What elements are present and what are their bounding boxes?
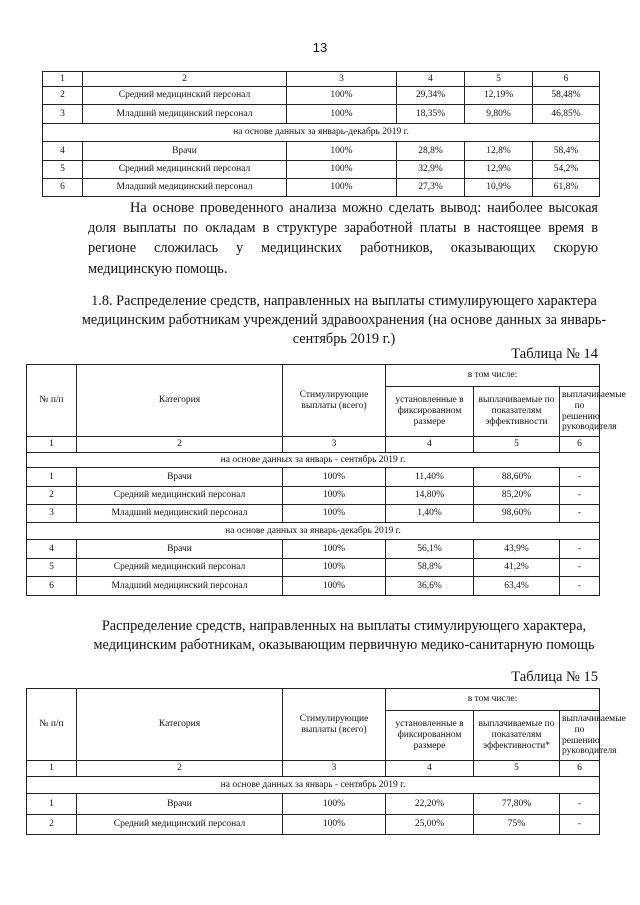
row-total: 100% [287,105,397,124]
row-total: 100% [283,505,386,523]
page-number: 13 [312,40,328,55]
period-row: на основе данных за январь-декабрь 2019 г. [43,124,600,142]
header-num: 1 [27,437,77,453]
row-col5: 98,60% [474,505,560,523]
row-num: 2 [27,815,77,835]
row-col4: 14,80% [386,487,474,505]
header-num: 1 [27,761,77,777]
header-num: 6 [560,761,600,777]
row-num: 2 [27,487,77,505]
header-num: 3 [283,761,386,777]
row-total: 100% [287,142,397,161]
header-num: 6 [560,437,600,453]
row-col4: 36,6% [386,577,474,596]
header-performance: выплачиваемые по показателям эффективности* [474,711,560,761]
row-col6: 54,2% [533,161,600,179]
row-num: 1 [27,794,77,815]
header-num: 5 [465,72,533,87]
table-row [27,577,600,596]
row-col5: 43,9% [474,540,560,559]
header-category: Категория [77,689,283,761]
row-category: Врачи [77,540,283,559]
header-number: № п/п [27,689,77,761]
row-col4: 11,40% [386,468,474,487]
row-col5: 41,2% [474,559,560,577]
row-category: Средний медицинский персонал [83,161,287,179]
row-category: Врачи [77,794,283,815]
table-13-continuation [42,71,600,197]
header-num: 2 [77,761,283,777]
period-row: на основе данных за январь - сентябрь 2019 г. [27,777,600,794]
header-num: 4 [386,761,474,777]
header-num: 2 [83,72,287,87]
row-num: 3 [43,105,83,124]
table-row [27,468,600,487]
table-row [43,87,600,105]
row-category: Средний медицинский персонал [77,815,283,835]
row-col5: 75% [474,815,560,835]
row-col6: 58,4% [533,142,600,161]
row-total: 100% [283,559,386,577]
header-fixed: установленные в фиксированном размере [386,387,474,437]
row-category: Средний медицинский персонал [77,559,283,577]
row-total: 100% [283,794,386,815]
header-fixed: установленные в фиксированном размере [386,711,474,761]
header-total: Стимулирующие выплаты (всего) [283,689,386,761]
table-row [43,105,600,124]
header-num: 2 [77,437,283,453]
table-14 [26,364,626,596]
row-col5: 85,20% [474,487,560,505]
row-col5: 9,80% [465,105,533,124]
row-total: 100% [283,540,386,559]
table-row [43,161,600,179]
row-col6: - [560,577,600,596]
table-row [27,815,600,835]
row-col6: - [560,487,600,505]
row-col4: 27,3% [397,179,465,197]
table-row [27,487,600,505]
row-category: Младший медицинский персонал [77,577,283,596]
row-total: 100% [283,468,386,487]
period-row: на основе данных за январь - сентябрь 2019 г. [27,453,600,468]
row-category: Врачи [77,468,283,487]
row-col6: - [560,794,600,815]
table-row [43,142,600,161]
row-col4: 58,8% [386,559,474,577]
conclusion-paragraph: На основе проведенного анализа можно сделать вывод: наиболее высокая доля выплаты по окладам в структуре заработной платы в настоящее время в регионе сложилась у медицинских работников, оказывающих скорую медицинскую помощь. [88,200,598,277]
section-heading-1-8: 1.8. Распределение средств, направленных на выплаты стимулирующего характера медицинским работникам учреждений здравоохранения (на основе данных за январь-сентябрь 2019 г.) [81,293,607,347]
row-total: 100% [287,87,397,105]
row-num: 6 [43,179,83,197]
table-15 [26,688,626,835]
row-col4: 32,9% [397,161,465,179]
row-total: 100% [287,179,397,197]
header-num: 6 [533,72,600,87]
row-col4: 29,34% [397,87,465,105]
section-heading-primary-care: Распределение средств, направленных на выплаты стимулирующего характера, медицинским работникам, оказывающим первичную медико-санитарную помощь [93,618,595,653]
row-col4: 28,8% [397,142,465,161]
row-col6: - [560,815,600,835]
row-col4: 1,40% [386,505,474,523]
header-num: 3 [283,437,386,453]
row-col6: - [560,540,600,559]
header-category: Категория [77,365,283,437]
row-col5: 77,80% [474,794,560,815]
row-total: 100% [283,487,386,505]
row-col6: - [560,468,600,487]
header-num: 3 [287,72,397,87]
row-col5: 88,60% [474,468,560,487]
row-col4: 18,35% [397,105,465,124]
row-category: Средний медицинский персонал [83,87,287,105]
row-col6: 58,48% [533,87,600,105]
row-category: Младший медицинский персонал [77,505,283,523]
header-total: Стимулирующие выплаты (всего) [283,365,386,437]
row-col4: 25,00% [386,815,474,835]
table-14-caption: Таблица № 14 [511,346,598,362]
row-num: 6 [27,577,77,596]
row-category: Средний медицинский персонал [77,487,283,505]
header-num: 1 [43,72,83,87]
row-num: 2 [43,87,83,105]
header-num: 5 [474,761,560,777]
row-category: Врачи [83,142,287,161]
row-num: 5 [27,559,77,577]
header-num: 4 [397,72,465,87]
header-including: в том числе: [386,689,600,711]
row-total: 100% [283,815,386,835]
row-col5: 12,9% [465,161,533,179]
row-col5: 10,9% [465,179,533,197]
header-num: 5 [474,437,560,453]
row-total: 100% [283,577,386,596]
row-num: 3 [27,505,77,523]
row-col6: 46,85% [533,105,600,124]
row-col4: 56,1% [386,540,474,559]
row-col6: - [560,559,600,577]
row-col5: 63,4% [474,577,560,596]
header-number: № п/п [27,365,77,437]
table-15-caption: Таблица № 15 [511,669,598,685]
row-num: 5 [43,161,83,179]
row-total: 100% [287,161,397,179]
row-category: Младший медицинский персонал [83,179,287,197]
row-col6: 61,8% [533,179,600,197]
row-col5: 12,19% [465,87,533,105]
table-row [27,794,600,815]
row-num: 1 [27,468,77,487]
header-num: 4 [386,437,474,453]
row-col4: 22,20% [386,794,474,815]
header-head-decision: выплачиваемые по решению руководителя [560,387,600,437]
header-including: в том числе: [386,365,600,387]
row-num: 4 [27,540,77,559]
header-head-decision: выплачиваемые по решению руководителя [560,711,600,761]
table-row [27,559,600,577]
row-col6: - [560,505,600,523]
table-row [43,179,600,197]
row-col5: 12,8% [465,142,533,161]
header-performance: выплачиваемые по показателям эффективности [474,387,560,437]
row-category: Младший медицинский персонал [83,105,287,124]
table-row [27,540,600,559]
table-row [27,505,600,523]
period-row: на основе данных за январь-декабрь 2019 г. [27,523,600,540]
row-num: 4 [43,142,83,161]
